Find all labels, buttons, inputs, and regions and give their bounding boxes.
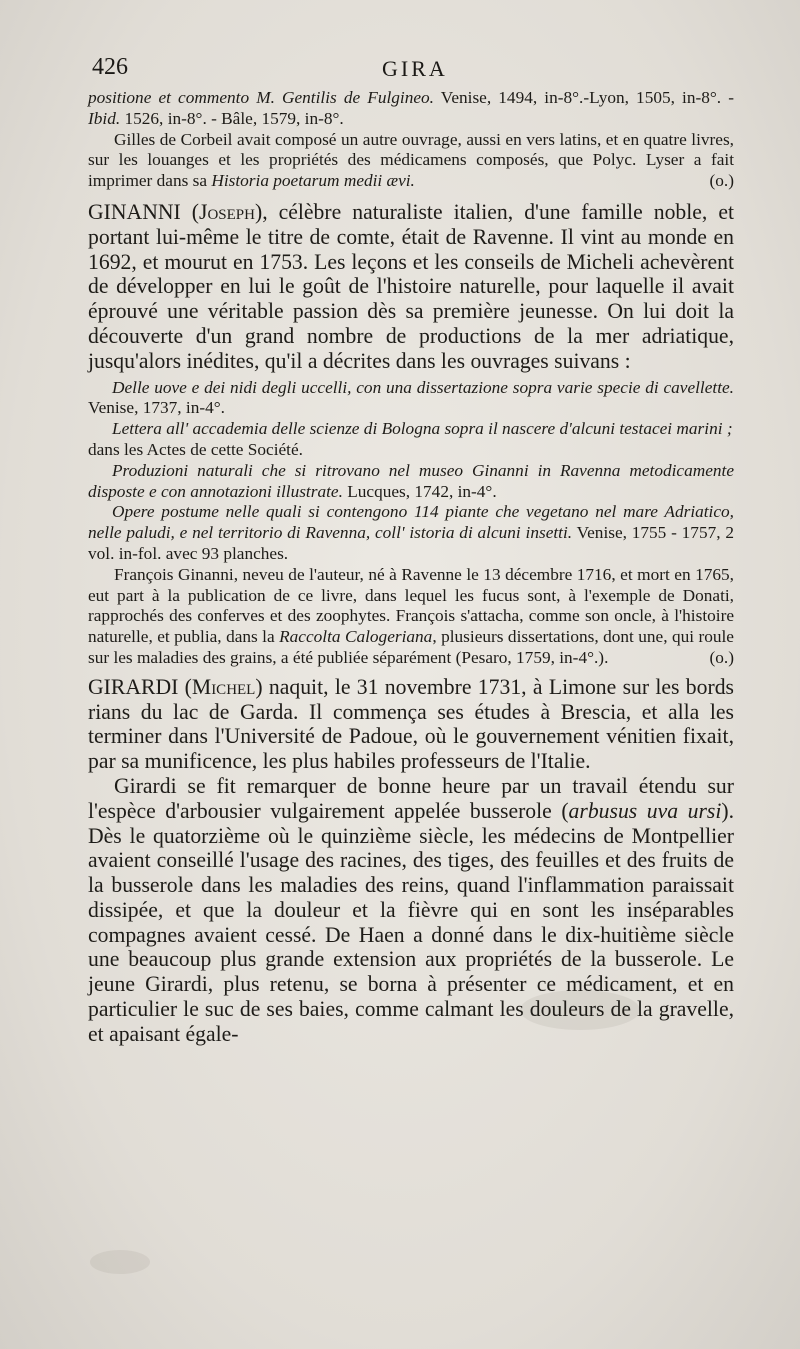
page-header <box>92 54 732 86</box>
entry-first-name: Michel <box>191 674 256 699</box>
citation-edition: Venise, 1494, in-8°.-Lyon, 1505, in-8°. - <box>433 88 734 107</box>
entry-first-name: Joseph <box>199 199 255 224</box>
work-imprint: Venise, 1737, in-4°. <box>88 398 225 418</box>
paper-stain <box>90 1250 150 1274</box>
girardi-paragraph <box>88 774 734 1047</box>
entry-headword: GIRARDI <box>88 674 179 699</box>
entry-text: ), célèbre naturaliste italien, d'une famille noble, et portant lui-même le titre de comte, était de Ravenne. Il vint au monde en 1692, et mourut en 1753. Les leçons et les conseils de Micheli achevèrent de développer en lui le goût de l'histoire naturelle, pour laquelle il avait éprouvé une véritable passion dès sa première jeunesse. On lui doit la découverte d'un grand nombre de productions de la mer adriatique, jusqu'alors inédites, qu'il a décrites dans les ouvrages suivans : <box>88 199 734 373</box>
work-imprint: Lucques, 1742, in-4°. <box>342 481 497 501</box>
work-item <box>88 378 734 420</box>
paragraph-text: ). Dès le quatorzième où le quinzième siècle, les médecins de Montpellier avaient conseillé l'usage des racines, des tiges, des feuilles et des fruits de la busserole dans les maladies des reins, quand l'inflammation paraissait dissipée, et que la douleur et la fièvre qui en sont les inséparables compagnes avaient cessé. De Haen a donné dans le dix-huitième siècle une beaucoup plus grande extension aux propriétés de la busserole. Le jeune Girardi, plus retenu, se borna à présenter ce médicament, et en particulier le suc de ses baies, comme calmant les douleurs de la gravelle, et apaisant égale- <box>88 798 735 1046</box>
entry-girardi: GIRARDI (Michel) naquit, le 31 novembre 1731, à Limone sur les bords rians du lac de Garda. Il commença ses études à Brescia, et alla les terminer dans l'Université de Padoue, où le gouvernement vénitien fixait, par sa munificence, les plus habiles professeurs de l'Italie. <box>88 674 734 774</box>
latin-name: arbusus uva ursi <box>568 798 722 823</box>
prev-entry-citation <box>88 88 734 130</box>
note-title: Raccolta Calogeriana <box>279 627 433 647</box>
page-number: 426 <box>92 54 128 80</box>
nephew-note <box>88 565 734 669</box>
work-item <box>88 440 734 461</box>
work-item <box>88 419 734 440</box>
prev-entry-note <box>88 130 734 192</box>
work-item <box>88 502 734 564</box>
entry-ginanni: GINANNI (Joseph), célèbre naturaliste italien, d'une famille noble, et portant lui-même le titre de comte, était de Ravenne. Il vint au monde en 1692, et mourut en 1753. Les leçons et les conseils de Micheli achevèrent de développer en lui le goût de l'histoire naturelle, pour laquelle il avait éprouvé une véritable passion dès sa première jeunesse. On lui doit la découverte d'un grand nombre de productions de la mer adriatique, jusqu'alors inédites, qu'il a décrites dans les ouvrages suivans : <box>88 199 734 373</box>
note-text: François Ginanni, neveu de l'auteur, né à Ravenne le 13 décembre 1716, et mort en 1765, eut part à la publication de ce livre, dans lequel les fucus sont, à l'exemple de Donati, rapprochés des conferves et des zoophytes. François s'attacha, comme son oncle, à l'histoire naturelle, et publia, dans la <box>88 564 734 647</box>
citation-ibid: Ibid. <box>88 108 121 128</box>
entry-text: ) naquit, le 31 novembre 1731, à Limone sur les bords rians du lac de Garda. Il commença ses études à Brescia, et alla les terminer dans l'Université de Padoue, où le gouvernement vénitien fixait, par sa munificence, les plus habiles professeurs de l'Italie. <box>88 674 734 774</box>
note-text: , plusieurs dissertations, dont une, qui roule sur les maladies des grains, a été publiée séparément (Pesaro, 1759, in-4°.). <box>88 627 734 667</box>
author-signature: (o.) <box>709 171 734 191</box>
entry-headword: GINANNI <box>88 199 181 224</box>
citation-edition: 1526, in-8°. - Bâle, 1579, in-8°. <box>120 108 344 128</box>
works-list <box>88 378 734 565</box>
page-body <box>88 88 734 1047</box>
author-signature: (o.) <box>709 647 734 667</box>
work-title: Produzioni naturali che si ritrovano nel museo Ginanni in Ravenna metodicamente disposte e con annotazioni illustrate. <box>88 460 734 501</box>
work-item <box>88 461 734 503</box>
citation-title: positione et commento M. Gentilis de Fulgineo. <box>88 88 434 107</box>
note-text: Gilles de Corbeil avait composé un autre ouvrage, aussi en vers latins, et en quatre livres, sur les louanges et les propriétés des médicamens composés, que Polyc. Lyser a fait imprimer dans sa <box>88 129 734 191</box>
work-title: Delle uove e dei nidi degli uccelli, con una dissertazione sopra varie specie di cavellette. <box>112 377 734 397</box>
paragraph-text: Girardi se fit remarquer de bonne heure par un travail étendu sur l'espèce d'arbousier vulgairement appelée busserole ( <box>88 773 734 823</box>
note-title: Historia poetarum medii ævi. <box>211 171 415 191</box>
work-imprint: dans les Actes de cette Société. <box>88 439 303 459</box>
running-head: GIRA <box>382 56 448 81</box>
work-imprint: Venise, 1755 - 1757, 2 vol. in-fol. avec 93 planches. <box>88 523 734 563</box>
work-title: Opere postume nelle quali si contengono 114 piante che vegetano nel mare Adriatico, nelle paludi, e nel territorio di Ravenna, coll' istoria di alcuni insetti. <box>88 502 734 543</box>
work-title: Lettera all' accademia delle scienze di Bologna sopra il nascere d'alcuni testacei marini ; <box>112 419 733 439</box>
